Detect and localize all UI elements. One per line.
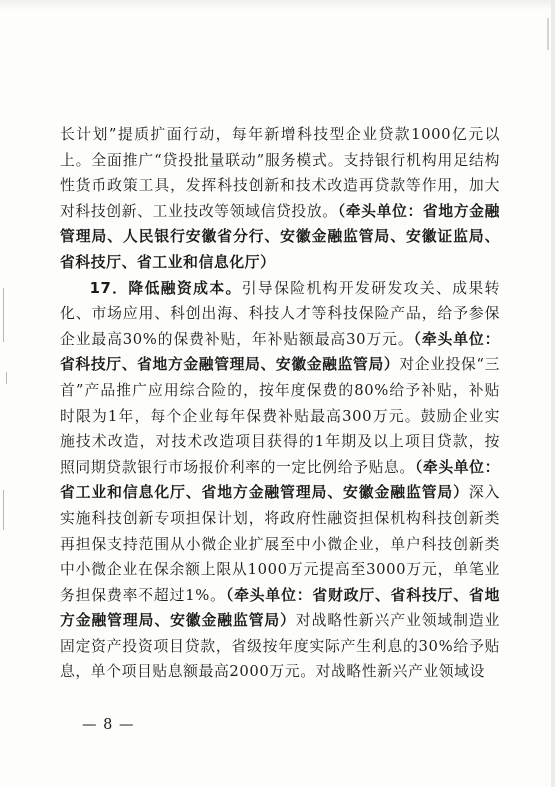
paragraph-text: 深入实施科技创新专项担保计划，将政府性融资担保机构科技创新类再担保支持范围从小微企业扩展至中小微企业，单户科技创新类中小微企业在保余额上限从1000万元提高至3000万元，单笔业务担保费率不超过1%。 (60, 484, 500, 604)
lead-unit-note: （牵头单位：省工业和信息化厅、省地方金融管理局、安徽金融监管局） (60, 458, 500, 502)
page-number: — 8 — (82, 717, 135, 733)
lead-unit-note: （牵头单位：省财政厅、省科技厅、省地方金融管理局、安徽金融监管局） (60, 586, 500, 630)
paragraph-text: 对企业投保“三首”产品推广应用综合险的，按年度保费的80%给予补贴，补贴时限为1年，每个企业每年保费补贴最高300万元。鼓励企业实施技术改造，对技术改造项目获得的1年期及以上项目贷款，按照同期贷款银行市场报价利率的一定比例给予贴息。 (60, 356, 501, 476)
scan-edge-top (0, 0, 555, 10)
paragraph-text: 引导保险机构开发研发攻关、成果转化、市场应用、科创出海、科技人才等科技保险产品，给予参保企业最高30%的保费补贴，年补贴额最高30万元。 (60, 279, 500, 348)
body-text (60, 122, 500, 685)
binding-mark (6, 372, 7, 384)
paragraph-text: 长计划”提质扩面行动，每年新增科技型企业贷款1000亿元以上。全面推广“贷投批量联动”服务模式。支持银行机构用足结构性货币政策工具，发挥科技创新和技术改造再贷款等作用，加大对科技创新、工业技改等领域信贷投放。 (60, 126, 500, 220)
paragraph-continued (60, 122, 500, 276)
paragraph-measure-17 (60, 276, 500, 686)
scan-edge-right (551, 0, 555, 787)
paragraph-text: 对战略性新兴产业领域制造业固定资产投资项目贷款，省级按年度实际产生利息的30%给予贴息，单个项目贴息额最高2000万元。对战略性新兴产业领域设 (60, 612, 500, 681)
measure-heading: 17．降低融资成本。 (89, 279, 242, 297)
binding-mark (3, 490, 4, 530)
lead-unit-note: （牵头单位：省地方金融管理局、人民银行安徽省分行、安徽金融监管局、安徽证监局、省科技厅、省工业和信息化厅） (60, 202, 500, 271)
lead-unit-note: （牵头单位：省科技厅、省地方金融管理局、安徽金融监管局） (60, 330, 501, 374)
binding-mark (3, 288, 4, 342)
scan-corner-mark (547, 18, 549, 50)
